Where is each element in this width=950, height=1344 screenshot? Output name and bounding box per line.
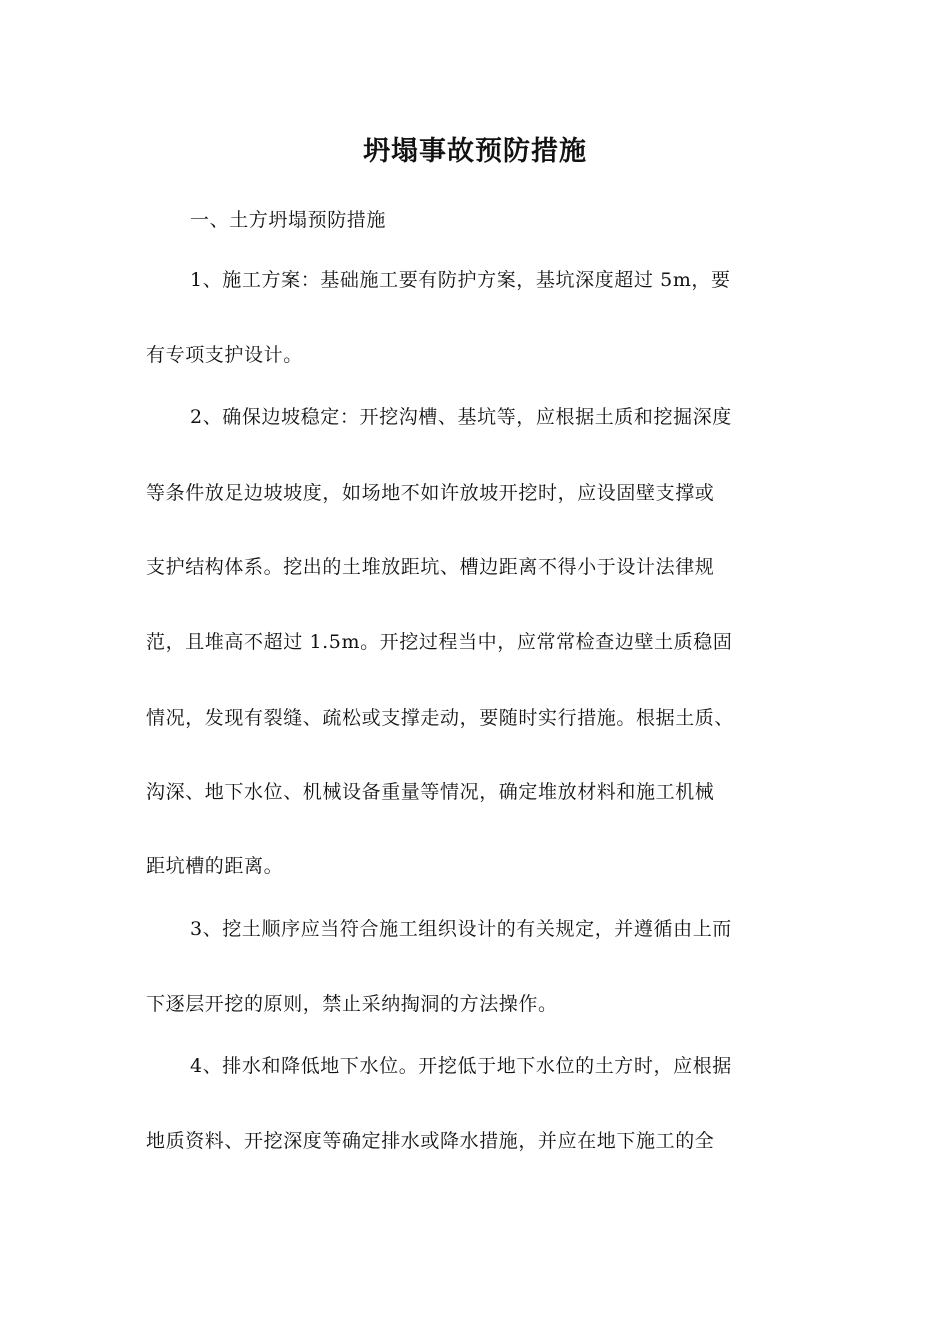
paragraph-line: 有专项支护设计。	[146, 344, 303, 366]
paragraph-line: 等条件放足边坡坡度，如场地不如许放坡开挖时，应设固壁支撑或	[146, 482, 715, 504]
paragraph-line: 支护结构体系。挖出的土堆放距坑、槽边距离不得小于设计法律规	[146, 556, 715, 578]
document-title: 坍塌事故预防措施	[363, 136, 587, 167]
paragraph-line: 1、施工方案：基础施工要有防护方案，基坑深度超过 5m，要	[190, 269, 731, 291]
paragraph-line: 地质资料、开挖深度等确定排水或降水措施，并应在地下施工的全	[146, 1130, 715, 1152]
paragraph-line: 2、确保边坡稳定：开挖沟槽、基坑等，应根据土质和挖掘深度	[190, 406, 732, 428]
paragraph-line: 4、排水和降低地下水位。开挖低于地下水位的土方时，应根据	[190, 1055, 732, 1077]
paragraph-line: 下逐层开挖的原则，禁止采纳掏洞的方法操作。	[146, 993, 558, 1015]
section-heading: 一、土方坍塌预防措施	[190, 209, 387, 231]
paragraph-line: 范，且堆高不超过 1.5m。开挖过程当中，应常常检查边壁土质稳固	[146, 631, 733, 653]
paragraph-line: 沟深、地下水位、机械设备重量等情况，确定堆放材料和施工机械	[146, 781, 715, 803]
paragraph-line: 距坑槽的距离。	[146, 855, 284, 877]
paragraph-line: 情况，发现有裂缝、疏松或支撑走动，要随时实行措施。根据土质、	[146, 707, 735, 729]
paragraph-line: 3、挖土顺序应当符合施工组织设计的有关规定，并遵循由上而	[190, 918, 732, 940]
